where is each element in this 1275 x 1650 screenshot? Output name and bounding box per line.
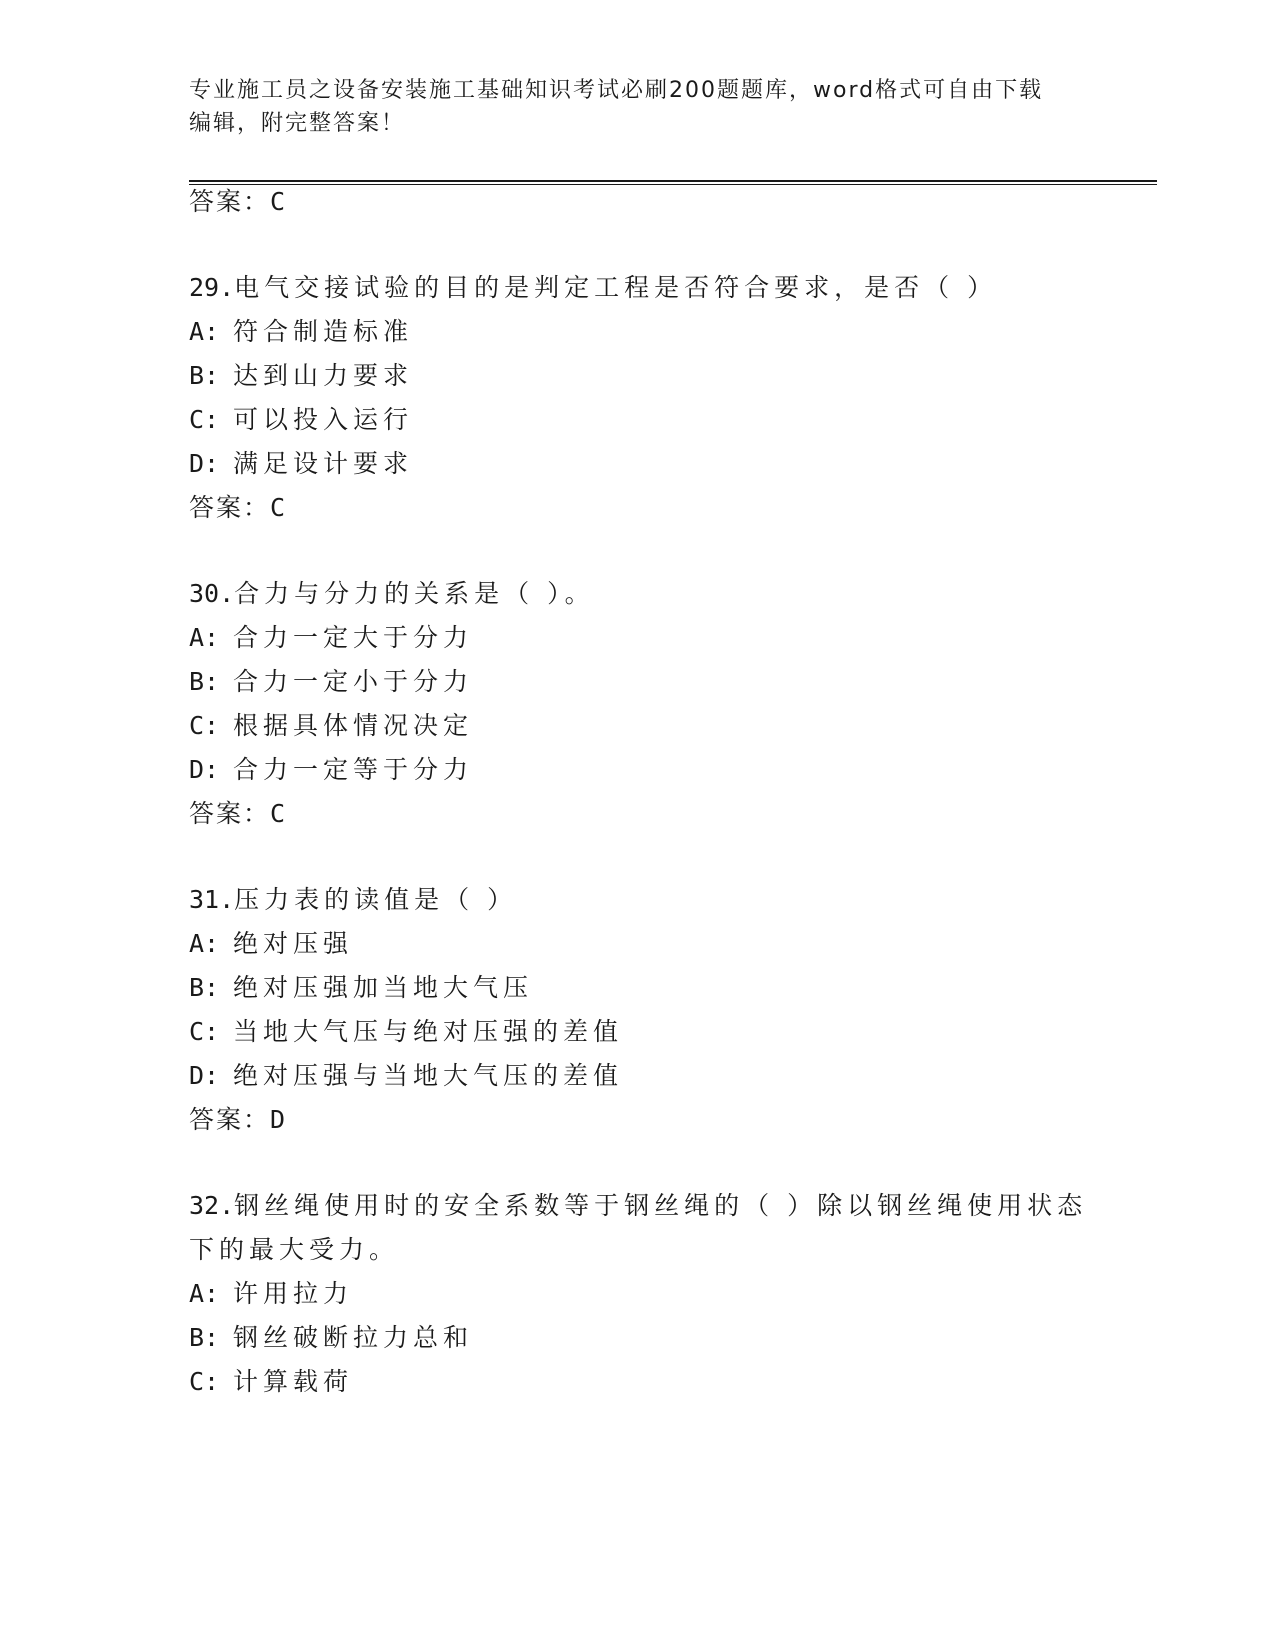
question-text-continued: 下的最大受力。 bbox=[189, 1235, 400, 1264]
option-text: 根据具体情况决定 bbox=[233, 711, 474, 740]
question-number: 32. bbox=[189, 1191, 235, 1220]
option-c bbox=[189, 708, 473, 744]
option-b bbox=[189, 664, 473, 700]
option-letter: C: bbox=[189, 711, 220, 740]
option-letter: C: bbox=[189, 405, 220, 434]
option-c bbox=[189, 1364, 353, 1400]
question-32 bbox=[189, 1188, 1087, 1224]
option-text: 可以投入运行 bbox=[233, 405, 414, 434]
question-text: 钢丝绳使用时的安全系数等于钢丝绳的（ ）除以钢丝绳使用状态 bbox=[234, 1191, 1088, 1220]
option-letter: B: bbox=[189, 973, 220, 1002]
option-text: 许用拉力 bbox=[233, 1279, 354, 1308]
option-c bbox=[189, 402, 413, 438]
option-letter: C: bbox=[189, 1367, 220, 1396]
header-divider-thick bbox=[189, 180, 1157, 182]
option-letter: A: bbox=[189, 929, 220, 958]
option-text: 符合制造标准 bbox=[233, 317, 414, 346]
option-d bbox=[189, 446, 413, 482]
answer-label: 答案： bbox=[189, 799, 271, 828]
option-letter: D: bbox=[189, 755, 220, 784]
answer-value: C bbox=[270, 187, 286, 216]
question-32-continued bbox=[189, 1232, 399, 1268]
option-text: 绝对压强 bbox=[233, 929, 354, 958]
question-30 bbox=[189, 576, 595, 612]
option-text: 合力一定小于分力 bbox=[233, 667, 474, 696]
option-text: 绝对压强加当地大气压 bbox=[233, 973, 534, 1002]
question-31 bbox=[189, 882, 517, 918]
answer bbox=[189, 796, 285, 832]
option-letter: A: bbox=[189, 317, 220, 346]
answer-value: C bbox=[270, 799, 286, 828]
answer bbox=[189, 1102, 285, 1138]
answer-value: C bbox=[270, 493, 286, 522]
option-letter: B: bbox=[189, 361, 220, 390]
option-a bbox=[189, 620, 473, 656]
answer-label: 答案： bbox=[189, 493, 271, 522]
option-c bbox=[189, 1014, 623, 1050]
option-a bbox=[189, 314, 413, 350]
header-title-line2: 编辑，附完整答案！ bbox=[189, 111, 406, 136]
option-d bbox=[189, 752, 473, 788]
question-text: 电气交接试验的目的是判定工程是否符合要求，是否（ ） bbox=[234, 273, 998, 302]
question-number: 31. bbox=[189, 885, 235, 914]
option-b bbox=[189, 970, 533, 1006]
option-text: 合力一定等于分力 bbox=[233, 755, 474, 784]
option-text: 计算载荷 bbox=[233, 1367, 354, 1396]
option-text: 绝对压强与当地大气压的差值 bbox=[233, 1061, 624, 1090]
option-text: 达到山力要求 bbox=[233, 361, 414, 390]
question-number: 30. bbox=[189, 579, 235, 608]
option-a bbox=[189, 1276, 353, 1312]
header-title-line1: 专业施工员之设备安装施工基础知识考试必刷200题题库，word格式可自由下载 bbox=[189, 78, 1044, 103]
option-b bbox=[189, 1320, 473, 1356]
option-a bbox=[189, 926, 353, 962]
answer bbox=[189, 490, 285, 526]
option-text: 钢丝破断拉力总和 bbox=[233, 1323, 474, 1352]
answer-value: D bbox=[270, 1105, 286, 1134]
option-text: 满足设计要求 bbox=[233, 449, 414, 478]
question-text: 合力与分力的关系是（ ）。 bbox=[234, 579, 595, 608]
question-number: 29. bbox=[189, 273, 235, 302]
option-letter: B: bbox=[189, 1323, 220, 1352]
option-text: 合力一定大于分力 bbox=[233, 623, 474, 652]
prev-answer bbox=[189, 184, 285, 220]
option-letter: D: bbox=[189, 1061, 220, 1090]
option-letter: B: bbox=[189, 667, 220, 696]
question-text: 压力表的读值是（ ） bbox=[234, 885, 518, 914]
question-29 bbox=[189, 270, 997, 306]
option-letter: A: bbox=[189, 623, 220, 652]
option-letter: C: bbox=[189, 1017, 220, 1046]
option-letter: A: bbox=[189, 1279, 220, 1308]
header-divider-thin bbox=[189, 184, 1157, 185]
answer-label: 答案： bbox=[189, 187, 271, 216]
answer-label: 答案： bbox=[189, 1105, 271, 1134]
document-header bbox=[189, 74, 1089, 140]
option-d bbox=[189, 1058, 623, 1094]
option-letter: D: bbox=[189, 449, 220, 478]
option-b bbox=[189, 358, 413, 394]
option-text: 当地大气压与绝对压强的差值 bbox=[233, 1017, 624, 1046]
